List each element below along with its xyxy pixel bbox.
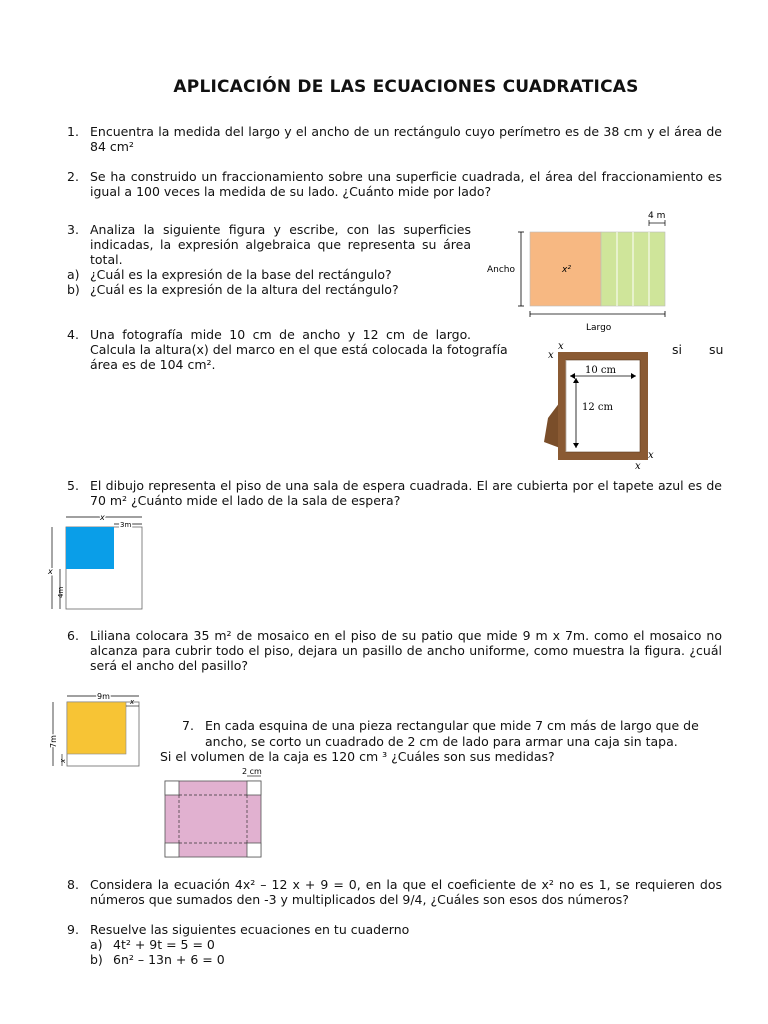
problem-3a-label: a) xyxy=(67,267,80,282)
problem-4-number: 4. xyxy=(67,327,79,342)
figure-4-x-left: x xyxy=(548,350,554,361)
figure-6-left-label: 7m xyxy=(49,735,58,748)
figure-5-rug xyxy=(66,527,114,569)
problem-3-text: Analiza la siguiente figura y escribe, con las superficies indicadas, la expresión algebraica que representa su área total. xyxy=(90,222,471,267)
figure-3-rectangle xyxy=(484,206,674,336)
problem-9-number: 9. xyxy=(67,922,79,937)
figure-5-left-4m: 4m xyxy=(57,586,65,598)
problem-2-text: Se ha construido un fraccionamiento sobre una superficie cuadrada, el área del fraccionamiento es igual a 100 veces la medida de su lado. ¿Cuánto mide por lado? xyxy=(90,169,722,199)
figure-6-left-x: x xyxy=(59,758,67,763)
figure-7-corner-bl xyxy=(165,843,179,857)
figure-6-top-x: x xyxy=(130,698,135,706)
figure-7-top-label: 2 cm xyxy=(242,767,262,776)
problem-4-line-1: Una fotografía mide 10 cm de ancho y 12 cm de largo. xyxy=(90,327,471,342)
problem-7-line-2: ancho, se corto un cuadrado de 2 cm de lado para armar una caja sin tapa. xyxy=(205,734,678,749)
figure-5-waiting-room xyxy=(43,510,147,612)
figure-7-corner-tr xyxy=(247,781,261,795)
problem-4-line-2: Calcula la altura(x) del marco en el que está colocada la fotografía xyxy=(90,342,508,357)
problem-3b-label: b) xyxy=(67,282,80,297)
figure-4-height-label: 12 cm xyxy=(582,402,613,413)
figure-4-x-bottom: x xyxy=(635,461,641,472)
figure-4-width-label: 10 cm xyxy=(585,365,616,376)
problem-9a-label: a) xyxy=(90,937,103,952)
problem-4-si: si xyxy=(672,342,682,357)
figure-4-stand xyxy=(544,402,560,448)
problem-3b-text: ¿Cuál es la expresión de la altura del rectángulo? xyxy=(90,282,399,297)
figure-4-x-top: x xyxy=(558,341,564,352)
figure-4-photo-frame xyxy=(538,340,658,472)
problem-1-number: 1. xyxy=(67,124,79,139)
problem-1-text: Encuentra la medida del largo y el ancho de un rectángulo cuyo perímetro es de 38 cm y el área de 84 cm² xyxy=(90,124,722,154)
problem-4-line-3: área es de 104 cm². xyxy=(90,357,216,372)
problem-4-su: su xyxy=(709,342,724,357)
problem-9b-text: 6n² – 13n + 6 = 0 xyxy=(113,952,225,967)
figure-6-mosaic xyxy=(67,702,126,754)
figure-4-x-right: x xyxy=(648,450,654,461)
problem-7-line-1: En cada esquina de una pieza rectangular que mide 7 cm más de largo que de xyxy=(205,718,699,733)
problem-9a-text: 4t² + 9t = 5 = 0 xyxy=(113,937,215,952)
figure-7-box-sheet xyxy=(160,765,266,861)
problem-9b-label: b) xyxy=(90,952,103,967)
problem-5-number: 5. xyxy=(67,478,79,493)
figure-6-patio xyxy=(43,690,147,774)
figure-7-corner-br xyxy=(247,843,261,857)
problem-6-number: 6. xyxy=(67,628,79,643)
problem-5-text: El dibujo representa el piso de una sala de espera cuadrada. El are cubierta por el tapete azul es de 70 m² ¿Cuánto mide el lado de la sala de espera? xyxy=(90,478,722,508)
figure-3-bottom-label: Largo xyxy=(586,323,612,333)
figure-7-corner-tl xyxy=(165,781,179,795)
problem-8-text: Considera la ecuación 4x² – 12 x + 9 = 0, en la que el coeficiente de x² no es 1, se requieren dos números que sumados den -3 y multiplicados del 9/4, ¿Cuáles son esos dos números? xyxy=(90,877,722,907)
figure-3-left-label: Ancho xyxy=(487,265,516,275)
problem-3a-text: ¿Cuál es la expresión de la base del rectángulo? xyxy=(90,267,392,282)
problem-9-text: Resuelve las siguientes ecuaciones en tu cuaderno xyxy=(90,922,410,937)
figure-5-left-x: x xyxy=(48,567,53,576)
figure-3-top-label: 4 m xyxy=(648,211,666,221)
page-title: APLICACIÓN DE LAS ECUACIONES CUADRATICAS xyxy=(173,77,639,97)
problem-6-text: Liliana colocara 35 m² de mosaico en el piso de su patio que mide 9 m x 7m. como el mosaico no alcanza para cubrir todo el piso, dejara un pasillo de ancho uniforme, como muestra la figura. ¿cuál será el ancho del pasillo? xyxy=(90,628,722,673)
figure-5-top-x: x xyxy=(100,513,105,522)
problem-7-line-3: Si el volumen de la caja es 120 cm ³ ¿Cuáles son sus medidas? xyxy=(160,749,555,764)
figure-5-top-3m: 3m xyxy=(120,521,132,529)
problem-7-number: 7. xyxy=(182,718,194,733)
problem-2-number: 2. xyxy=(67,169,79,184)
problem-3-number: 3. xyxy=(67,222,79,237)
figure-6-top-label: 9m xyxy=(97,692,110,701)
problem-8-number: 8. xyxy=(67,877,79,892)
figure-3-center-label: x² xyxy=(562,265,571,275)
